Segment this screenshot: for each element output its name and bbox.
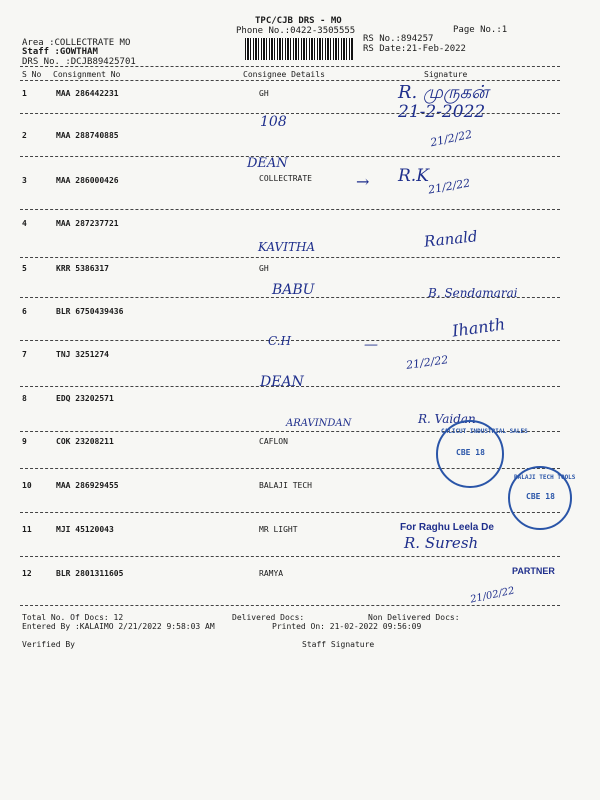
- row-consignee: COLLECTRATE: [259, 174, 312, 183]
- row-consignment: MAA 288740885: [56, 131, 119, 140]
- non-delivered-docs: Non Delivered Docs:: [368, 613, 460, 622]
- handwritten-signature: R.K: [398, 166, 429, 186]
- handwritten-date: 21/2/22: [429, 127, 474, 150]
- row-sno: 10: [22, 481, 32, 490]
- handwritten-date: 21/02/22: [469, 585, 516, 606]
- total-docs: Total No. Of Docs: 12: [22, 613, 124, 622]
- arrow-mark: →: [356, 172, 370, 191]
- row-consignee: GH: [259, 89, 269, 98]
- seal-text: CALICUT INDUSTRIAL SALES: [441, 428, 528, 435]
- seal-text: BALAJI TECH TOOLS: [514, 474, 576, 481]
- handwritten-name: 108: [260, 114, 287, 130]
- row-sno: 6: [22, 307, 27, 316]
- staff-signature-label: Staff Signature: [302, 640, 375, 649]
- row-consignment: BLR 6750439436: [56, 307, 124, 316]
- row-consignment: MAA 286000426: [56, 176, 119, 185]
- handwritten-signature: Ranald: [423, 227, 479, 251]
- company-seal: [436, 420, 528, 488]
- document-title: TPC/CJB DRS - MO: [255, 16, 342, 26]
- row-sno: 7: [22, 350, 27, 359]
- row-sno: 11: [22, 525, 32, 534]
- area-label: Area :COLLECTRATE MO: [22, 38, 131, 48]
- verified-by: Verified By: [22, 640, 75, 649]
- row-sno: 1: [22, 89, 27, 98]
- printed-on: Printed On: 21-02-2022 09:56:09: [272, 622, 422, 631]
- handwritten-name: DEAN: [247, 156, 288, 171]
- row-consignee: GH: [259, 264, 269, 273]
- divider: [20, 66, 560, 67]
- rubber-stamp-text: For Raghu Leela De: [400, 522, 494, 533]
- divider: [20, 80, 560, 81]
- handwritten-name: BABU: [272, 282, 315, 298]
- column-consignment: Consignment No: [53, 70, 121, 79]
- handwritten-name: KAVITHA: [258, 240, 316, 254]
- row-consignment: MAA 286929455: [56, 481, 119, 490]
- column-consignee: Consignee Details: [243, 70, 325, 79]
- row-consignee: BALAJI TECH: [259, 481, 312, 490]
- rubber-stamp-text: PARTNER: [512, 566, 555, 576]
- rs-number: RS No.:894257: [363, 34, 434, 44]
- row-consignment: COK 23208211: [56, 437, 114, 446]
- row-sno: 4: [22, 219, 27, 228]
- row-consignment: BLR 2801311605: [56, 569, 124, 578]
- row-consignment: MJI 45120043: [56, 525, 114, 534]
- dash-mark: —: [364, 337, 378, 353]
- rs-date: RS Date:21-Feb-2022: [363, 44, 466, 54]
- row-sno: 12: [22, 569, 32, 578]
- handwritten-name: ARAVINDAN: [286, 418, 352, 429]
- delivered-docs: Delivered Docs:: [232, 613, 305, 622]
- handwritten-signature: Ihanth: [450, 314, 507, 341]
- row-divider: [20, 605, 560, 606]
- row-divider: [20, 156, 560, 157]
- row-sno: 5: [22, 264, 27, 273]
- row-divider: [20, 512, 560, 513]
- row-consignment: MAA 287237721: [56, 219, 119, 228]
- handwritten-date: 21/2/22: [427, 176, 472, 197]
- handwritten-name: DEAN: [260, 374, 304, 390]
- handwritten-signature: B. Sendamarai: [428, 286, 518, 300]
- staff-label: Staff :GOWTHAM: [22, 47, 98, 57]
- row-consignment: MAA 286442231: [56, 89, 119, 98]
- row-consignee: CAFLON: [259, 437, 288, 446]
- row-consignment: KRR 5386317: [56, 264, 109, 273]
- page-number: Page No.:1: [453, 25, 508, 35]
- seal-center: CBE 18: [456, 448, 485, 457]
- row-sno: 2: [22, 131, 27, 140]
- row-sno: 8: [22, 394, 27, 403]
- row-divider: [20, 257, 560, 258]
- row-divider: [20, 556, 560, 557]
- handwritten-signature: R. Suresh: [404, 534, 479, 552]
- column-signature: Signature: [424, 70, 468, 79]
- row-sno: 3: [22, 176, 27, 185]
- handwritten-date: 21/2/22: [405, 353, 450, 372]
- handwritten-signature: R. Vaidan: [418, 412, 476, 426]
- row-consignment: EDQ 23202571: [56, 394, 114, 403]
- row-sno: 9: [22, 437, 27, 446]
- company-seal: [508, 466, 576, 530]
- row-consignee: MR LIGHT: [259, 525, 298, 534]
- column-sno: S No: [22, 70, 42, 79]
- handwritten-signature: R. முருகன்: [398, 82, 489, 103]
- row-consignment: TNJ 3251274: [56, 350, 109, 359]
- handwritten-date: 21-2-2022: [398, 102, 486, 122]
- phone-number: Phone No.:0422-3505555: [236, 26, 356, 36]
- barcode: [245, 38, 353, 60]
- drs-number: DRS No. :DCJB89425701: [22, 57, 136, 67]
- row-divider: [20, 209, 560, 210]
- row-consignee: RAMYA: [259, 569, 284, 578]
- handwritten-name: C.H: [268, 334, 292, 348]
- seal-center: CBE 18: [526, 492, 555, 501]
- entered-by: Entered By :KALAIMO 2/21/2022 9:58:03 AM: [22, 622, 215, 631]
